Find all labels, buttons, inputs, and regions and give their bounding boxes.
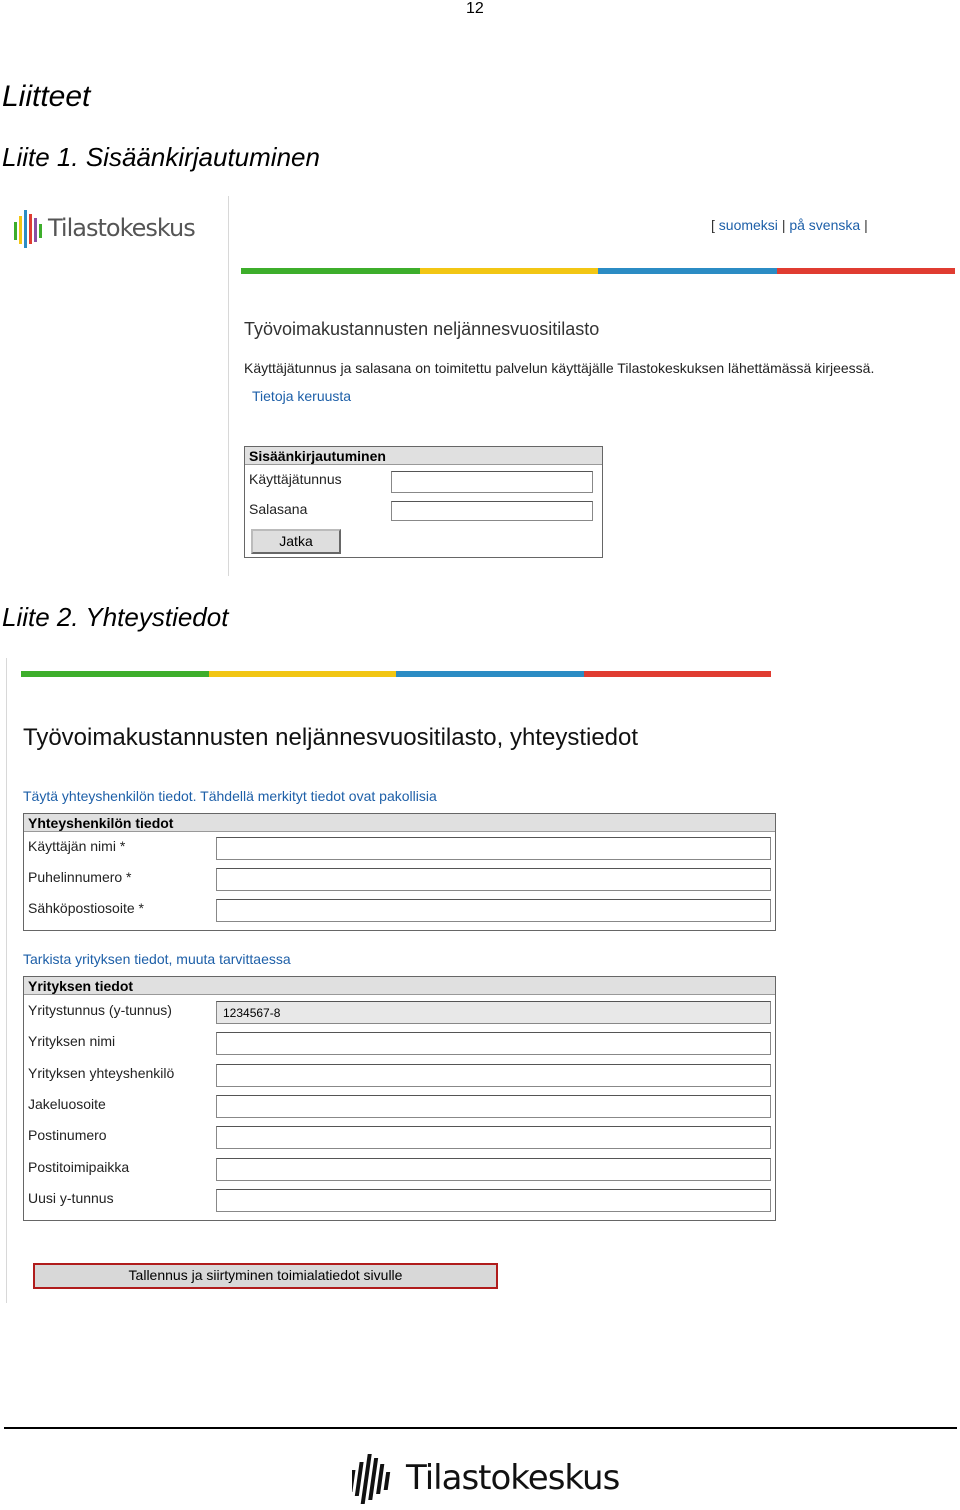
section-heading: Liitteet (2, 80, 91, 113)
company-box-title: Yrityksen tiedot (24, 977, 775, 995)
page-title: Työvoimakustannusten neljännesvuositilasto (244, 319, 600, 339)
language-switch: [ suomeksi | på svenska | (711, 217, 868, 233)
logo-wordmark: Tilastokeskus (406, 1458, 620, 1498)
field-label: Jakeluosoite (28, 1095, 106, 1112)
contact-screenshot (0, 658, 960, 1303)
collection-info-link[interactable]: Tietoja keruusta (252, 388, 352, 404)
logo-wordmark: Tilastokeskus (48, 214, 195, 242)
field-input[interactable] (216, 837, 771, 860)
page-title: Työvoimakustannusten neljännesvuositilasto, yhteystiedot (23, 724, 639, 751)
field-label: Puhelinnumero * (28, 869, 132, 885)
instruction-company: Tarkista yrityksen tiedot, muuta tarvittaessa (23, 951, 291, 967)
field-input[interactable] (216, 868, 771, 891)
field-input[interactable] (216, 1158, 771, 1181)
instruction-person: Täytä yhteyshenkilön tiedot. Tähdellä merkityt tiedot ovat pakollisia (23, 788, 437, 804)
tilastokeskus-mark-icon (12, 208, 44, 248)
login-screenshot (0, 196, 960, 576)
save-and-continue-button[interactable]: Tallennus ja siirtyminen toimialatiedot sivulle (33, 1263, 498, 1289)
field-input[interactable] (216, 1032, 771, 1055)
username-input[interactable] (391, 471, 593, 493)
appendix-1-title: Liite 1. Sisäänkirjautuminen (2, 142, 320, 172)
color-stripe (241, 268, 955, 274)
field-input[interactable] (216, 1001, 771, 1024)
field-label: Yrityksen nimi (28, 1033, 116, 1050)
field-input[interactable] (216, 1126, 771, 1149)
company-box (23, 976, 776, 1221)
field-input[interactable] (216, 899, 771, 922)
login-box-title: Sisäänkirjautuminen (245, 447, 602, 465)
field-label: Yrityksen yhteyshenkilö (28, 1064, 175, 1081)
lang-finnish-link[interactable]: suomeksi (718, 217, 778, 233)
password-input[interactable] (391, 501, 593, 521)
continue-button[interactable]: Jatka (251, 529, 341, 554)
password-label: Salasana (249, 501, 308, 517)
divider (228, 196, 229, 576)
footer-logo (352, 1452, 620, 1508)
color-stripe (21, 671, 771, 677)
field-input[interactable] (216, 1064, 771, 1087)
field-label: Postitoimipaikka (28, 1158, 130, 1175)
lang-swedish-link[interactable]: på svenska (789, 217, 861, 233)
username-label: Käyttäjätunnus (249, 471, 342, 487)
divider (6, 658, 7, 1303)
tilastokeskus-mark-icon (352, 1452, 396, 1508)
tilastokeskus-logo (12, 208, 195, 248)
footer-rule (4, 1427, 957, 1429)
person-box-title: Yhteyshenkilön tiedot (24, 814, 775, 832)
field-input[interactable] (216, 1189, 771, 1212)
appendix-2-title: Liite 2. Yhteystiedot (2, 602, 229, 632)
field-label: Käyttäjän nimi * (28, 838, 126, 854)
info-text: Käyttäjätunnus ja salasana on toimitettu palvelun käyttäjälle Tilastokeskuksen lähettämässä kirjeessä. (244, 360, 875, 376)
field-label: Sähköpostiosoite * (28, 900, 144, 916)
field-label: Uusi y-tunnus (28, 1189, 114, 1206)
person-box (23, 813, 776, 931)
field-label: Yritystunnus (y-tunnus) (28, 1002, 172, 1018)
field-input[interactable] (216, 1095, 771, 1118)
page-number: 12 (466, 0, 484, 17)
login-box (244, 446, 603, 558)
field-label: Postinumero (28, 1127, 107, 1144)
